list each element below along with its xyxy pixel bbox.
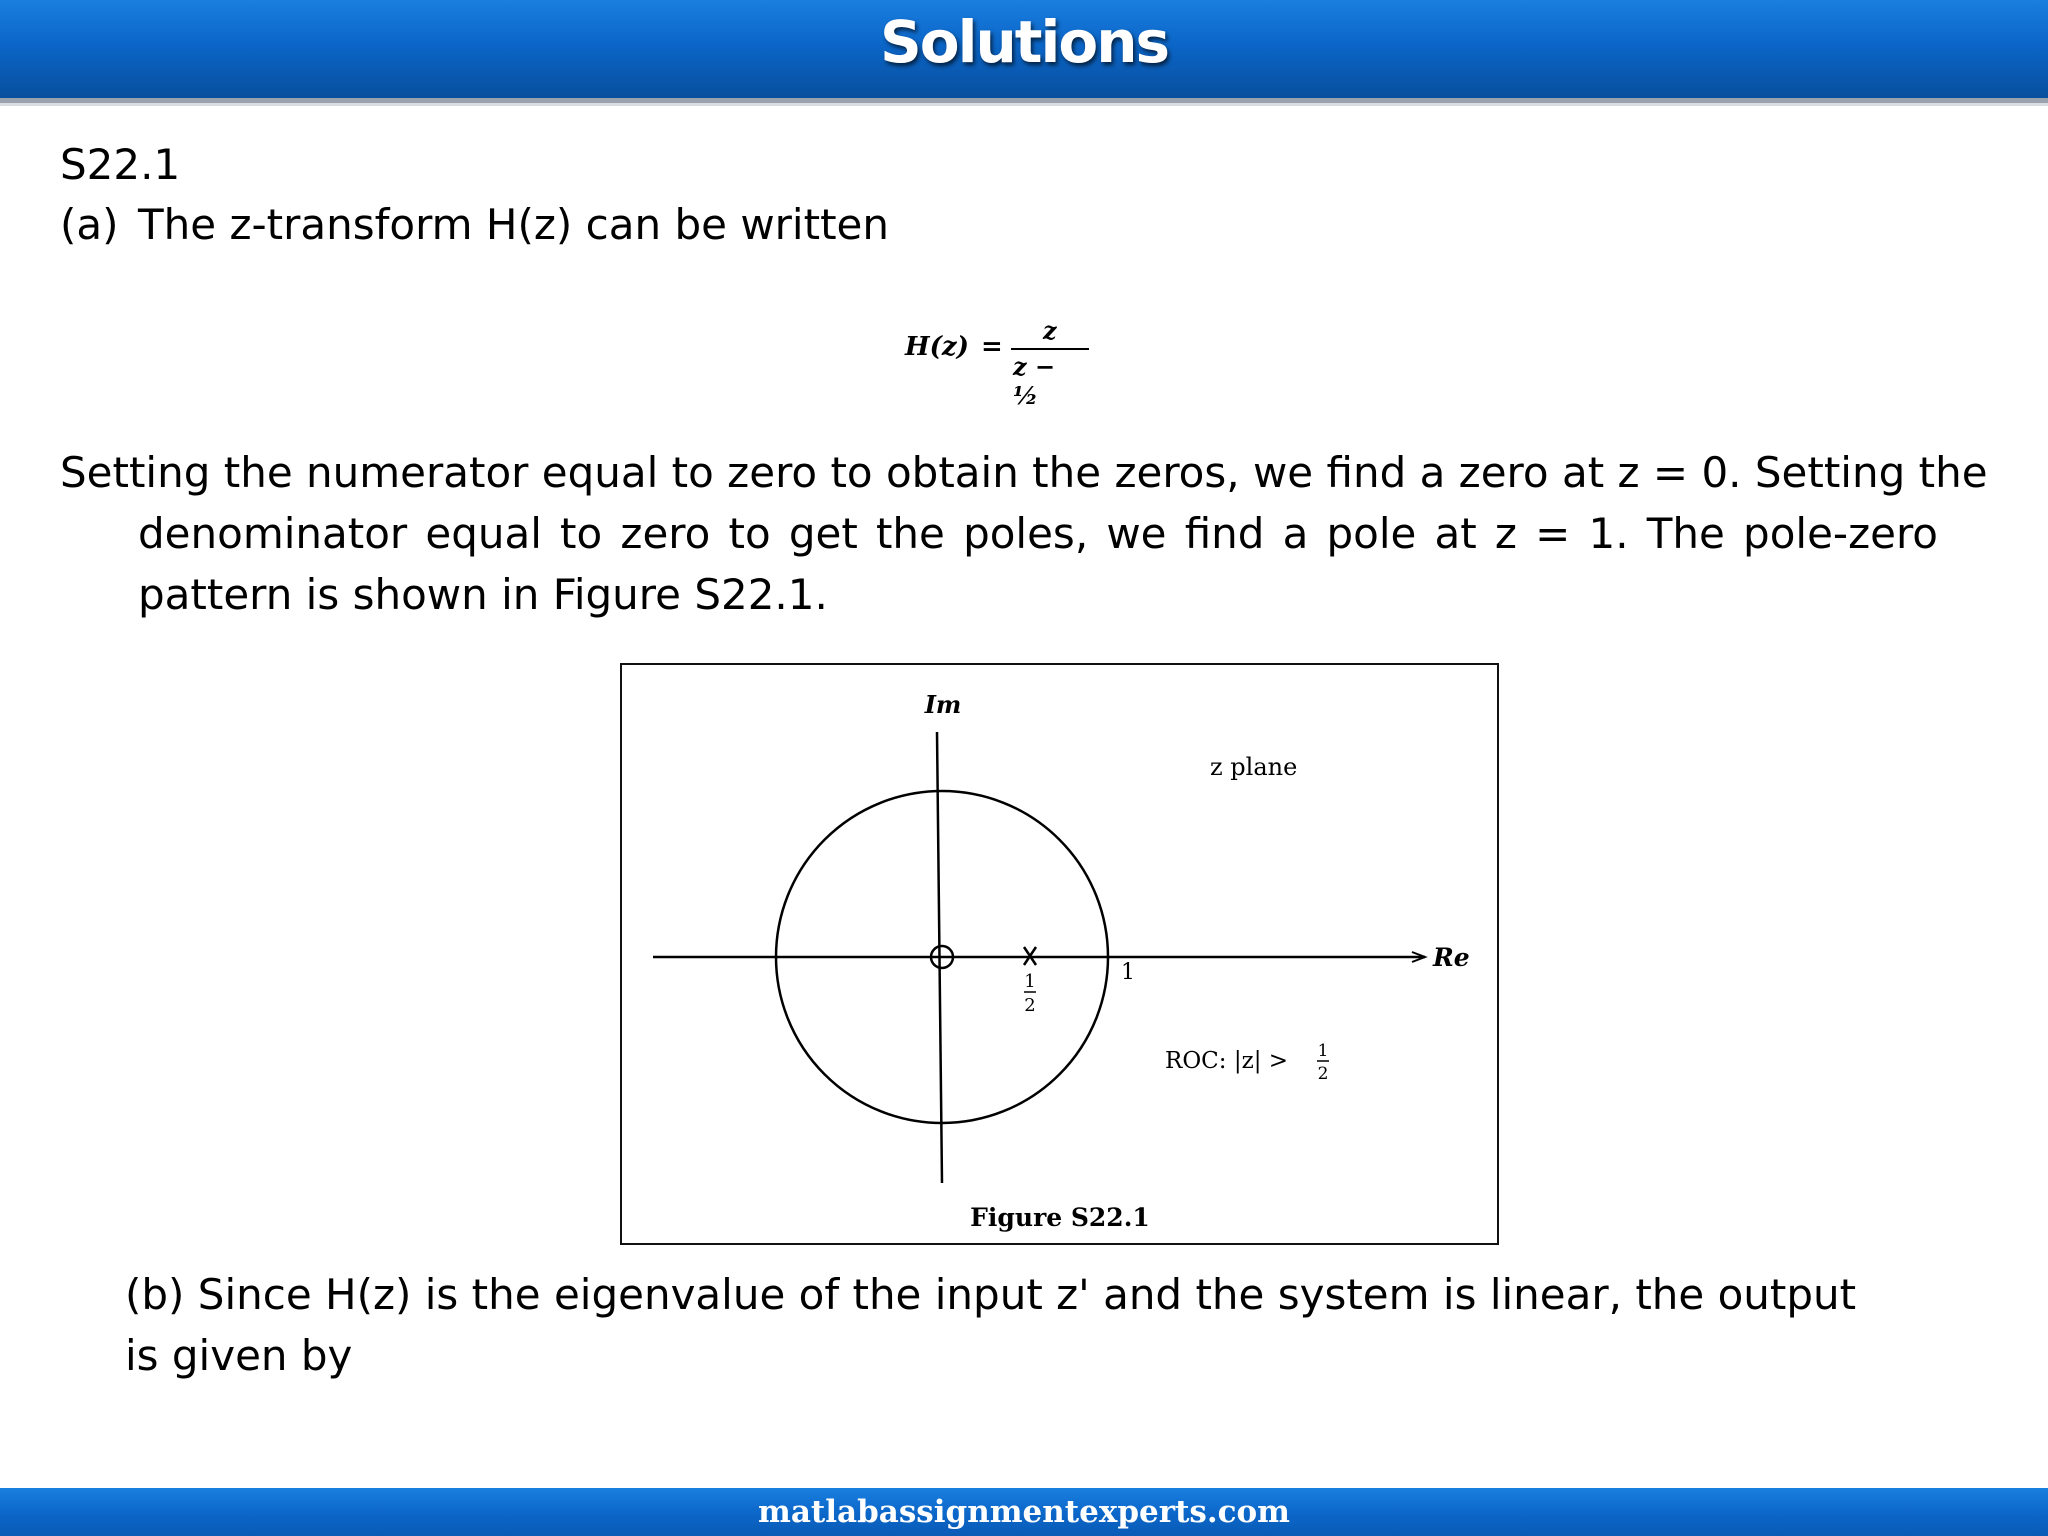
formula-fraction-bar xyxy=(1011,348,1089,350)
part-a-label: (a) xyxy=(60,200,119,249)
pole-label-numerator: 1 xyxy=(1024,971,1036,992)
pole-zero-plot xyxy=(622,665,1497,1243)
page-title: Solutions xyxy=(879,8,1169,76)
part-a-text: The z-transform H(z) can be written xyxy=(138,200,889,249)
pole-label-denominator: 2 xyxy=(1024,995,1036,1016)
roc-denominator: 2 xyxy=(1317,1064,1329,1084)
formula-denominator: z − ½ xyxy=(1013,352,1056,410)
real-axis-label: Re xyxy=(1433,943,1470,972)
roc-label: ROC: |z| > xyxy=(1165,1048,1289,1074)
header-bar xyxy=(0,0,2048,98)
footer-website: matlabassignmentexperts.com xyxy=(758,1494,1290,1530)
part-b-text: (b) Since H(z) is the eigenvalue of the input z' and the system is linear, the output is given by xyxy=(125,1270,1857,1380)
paragraph-line-3: pattern is shown in Figure S22.1. xyxy=(138,570,828,619)
footer-bar xyxy=(0,1488,2048,1536)
z-plane-label: z plane xyxy=(1210,753,1298,781)
pole-zero-figure xyxy=(620,663,1499,1245)
section-id: S22.1 xyxy=(60,140,181,189)
transfer-function-formula xyxy=(905,316,1085,410)
paragraph-line-1: Setting the numerator equal to zero to obtain the zeros, we find a zero at z = 0. Setting the xyxy=(60,448,1988,497)
unit-label: 1 xyxy=(1121,960,1135,985)
figure-caption: Figure S22.1 xyxy=(970,1203,1150,1232)
formula-equals: = xyxy=(981,332,1003,362)
formula-lhs: H(z) xyxy=(905,332,969,362)
formula-numerator: z xyxy=(1043,316,1057,345)
imaginary-axis-label: Im xyxy=(924,690,962,719)
header-divider-light xyxy=(0,103,2048,106)
roc-numerator: 1 xyxy=(1317,1041,1329,1061)
paragraph-line-2: denominator equal to zero to get the poles, we find a pole at z = 1. The pole-zero xyxy=(138,509,1938,558)
